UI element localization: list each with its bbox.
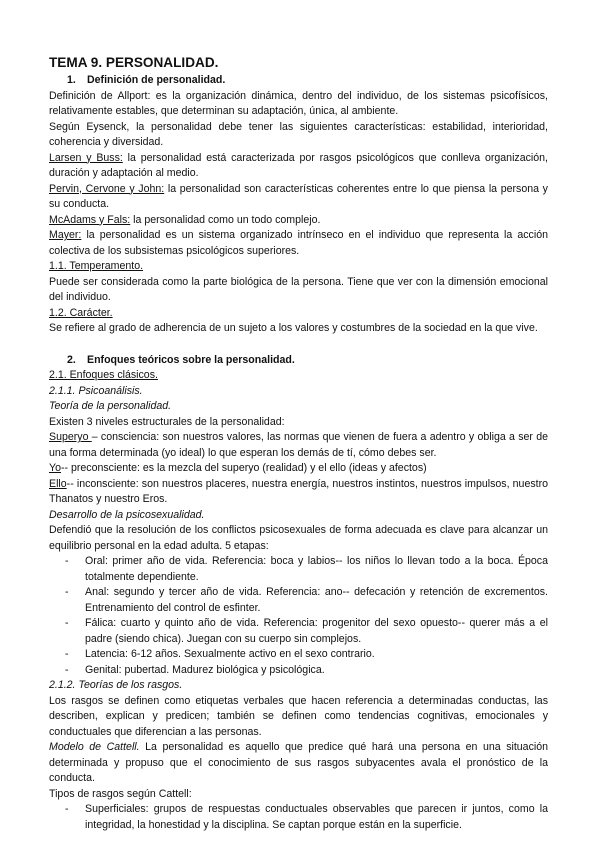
list-item: - Oral: primer año de vida. Referencia: boca y labios-- los niños lo llevan todo a la boca. Época totalmente dependiente. [85, 554, 548, 585]
teorias-rasgos-text: Los rasgos se definen como etiquetas verbales que hacen referencia a determinadas conductas, las describen, explican y predicen; también se definen como tendencias cognitivas, emocionales y conductuales que diferencian a las personas. [49, 694, 548, 738]
modelo-cattell [49, 740, 548, 787]
def-mayer [49, 228, 548, 259]
section-1-heading [49, 73, 548, 89]
section-2-number: 2. [67, 353, 76, 366]
def-text: Definición de Allport: es la organización dinámica, dentro del individuo, de los sistemas psicofísicos, relativamente estables, que determinan su adaptación, única, al ambiente. [49, 89, 548, 117]
section-1-title: Definición de personalidad. [87, 74, 226, 86]
psicosexualidad-title: Desarrollo de la psicosexualidad. [49, 508, 205, 521]
modelo-cattell-title: Modelo de Cattell. [49, 741, 140, 753]
subsection-enfoques-clasicos: 2.1. Enfoques clásicos. [49, 369, 158, 381]
list-item: - Fálica: cuarto y quinto año de vida. Referencia: progenitor del sexo opuesto-- querer más a el padre (siendo chica). Juegan con su cuerpo sin complejos. [85, 616, 548, 647]
def-text: la personalidad son características coherentes entre lo que piensa la persona y su conducta. [49, 182, 548, 210]
nivel-term: Yo [49, 462, 61, 474]
nivel-term: Superyo [49, 431, 92, 443]
def-author: McAdams y Fals: [49, 213, 131, 226]
subsection-temperamento-text: Puede ser considerada como la parte biológica de la persona. Tiene que ver con la dimensión emocional del individuo. [49, 275, 548, 303]
subsection-caracter-title: 1.2. Carácter. [49, 306, 113, 319]
def-text: la personalidad como un todo complejo. [130, 213, 321, 226]
modelo-cattell-text: La personalidad es aquello que predice qué hará una persona en una situación determinada y propuso que el conocimiento de sus rasgos subyacentes avala el pronóstico de la conducta. [49, 741, 549, 784]
teoria-personalidad-title: Teoría de la personalidad. [49, 400, 172, 412]
list-item: - Latencia: 6-12 años. Sexualmente activo en el sexo contrario. [85, 647, 548, 663]
def-allport [49, 89, 548, 120]
def-text: Según Eysenck, la personalidad debe tener las siguientes características: estabilidad, interioridad, coherencia y diversidad. [49, 120, 548, 148]
nivel-yo [49, 461, 548, 477]
tipos-rasgos-list [49, 802, 548, 833]
section-2-heading [49, 353, 548, 369]
section-1-number: 1. [67, 74, 76, 86]
list-item: - Genital: pubertad. Madurez biológica y psicológica. [85, 663, 548, 679]
def-author: Mayer: [49, 229, 82, 241]
subsection-temperamento-title: 1.1. Temperamento. [49, 260, 144, 272]
def-larsen-buss [49, 151, 548, 182]
page-title: TEMA 9. PERSONALIDAD. [49, 55, 219, 70]
subsection-caracter-text: Se refiere al grado de adherencia de un sujeto a los valores y costumbres de la sociedad en la que vive. [49, 322, 538, 334]
nivel-text: – consciencia: son nuestros valores, las normas que vienen de fuera a adentro y obliga a ser de una forma determinada (yo ideal) lo que esperan los demás de tí, cómo debes ser. [49, 431, 548, 459]
nivel-superyo [49, 430, 548, 461]
psicosexualidad-text: Defendió que la resolución de los conflictos psicosexuales de forma adecuada es clave para alcanzar un equilibrio personal en la edad adulta. 5 etapas: [49, 524, 548, 552]
section-2-title: Enfoques teóricos sobre la personalidad. [87, 353, 295, 366]
nivel-term: Ello [49, 477, 67, 490]
psicoanalisis-title: 2.1.1. Psicoanálisis. [49, 384, 143, 397]
def-eysenck [49, 120, 548, 151]
list-item: - Superficiales: grupos de respuestas conductuales observables que parecen ir juntos, como la integridad, la honestidad y la disciplina. Se captan porque están en la superficie. [85, 802, 548, 833]
niveles-intro: Existen 3 niveles estructurales de la personalidad: [49, 415, 285, 428]
spacer [49, 337, 548, 353]
def-pervin [49, 182, 548, 213]
def-text: la personalidad está caracterizada por rasgos psicológicos que conlleva organización, duración y adaptación al medio. [49, 151, 548, 179]
def-author: Larsen y Buss: [49, 151, 123, 164]
list-item: - Anal: segundo y tercer año de vida. Referencia: ano-- defecación y retención de excrementos. Entrenamiento del control de esfinter. [85, 585, 548, 616]
etapas-list [49, 554, 548, 678]
tipos-rasgos-title: Tipos de rasgos según Cattell: [49, 787, 192, 800]
nivel-ello [49, 477, 548, 508]
nivel-text: -- inconsciente: son nuestros placeres, nuestra energía, nuestros instintos, nuestros impulsos, nuestro Thanatos y nuestro Eros. [49, 477, 548, 505]
def-text: la personalidad es un sistema organizado intrínseco en el individuo que representa la acción colectiva de los subsistemas psicológicos superiores. [49, 229, 548, 257]
teorias-rasgos-title: 2.1.2. Teorías de los rasgos. [49, 679, 183, 691]
def-author: Pervin, Cervone y John: [49, 182, 165, 195]
nivel-text: -- preconsciente: es la mezcla del superyo (realidad) y el ello (ideas y afectos) [61, 462, 427, 474]
def-mcadams [49, 213, 548, 229]
